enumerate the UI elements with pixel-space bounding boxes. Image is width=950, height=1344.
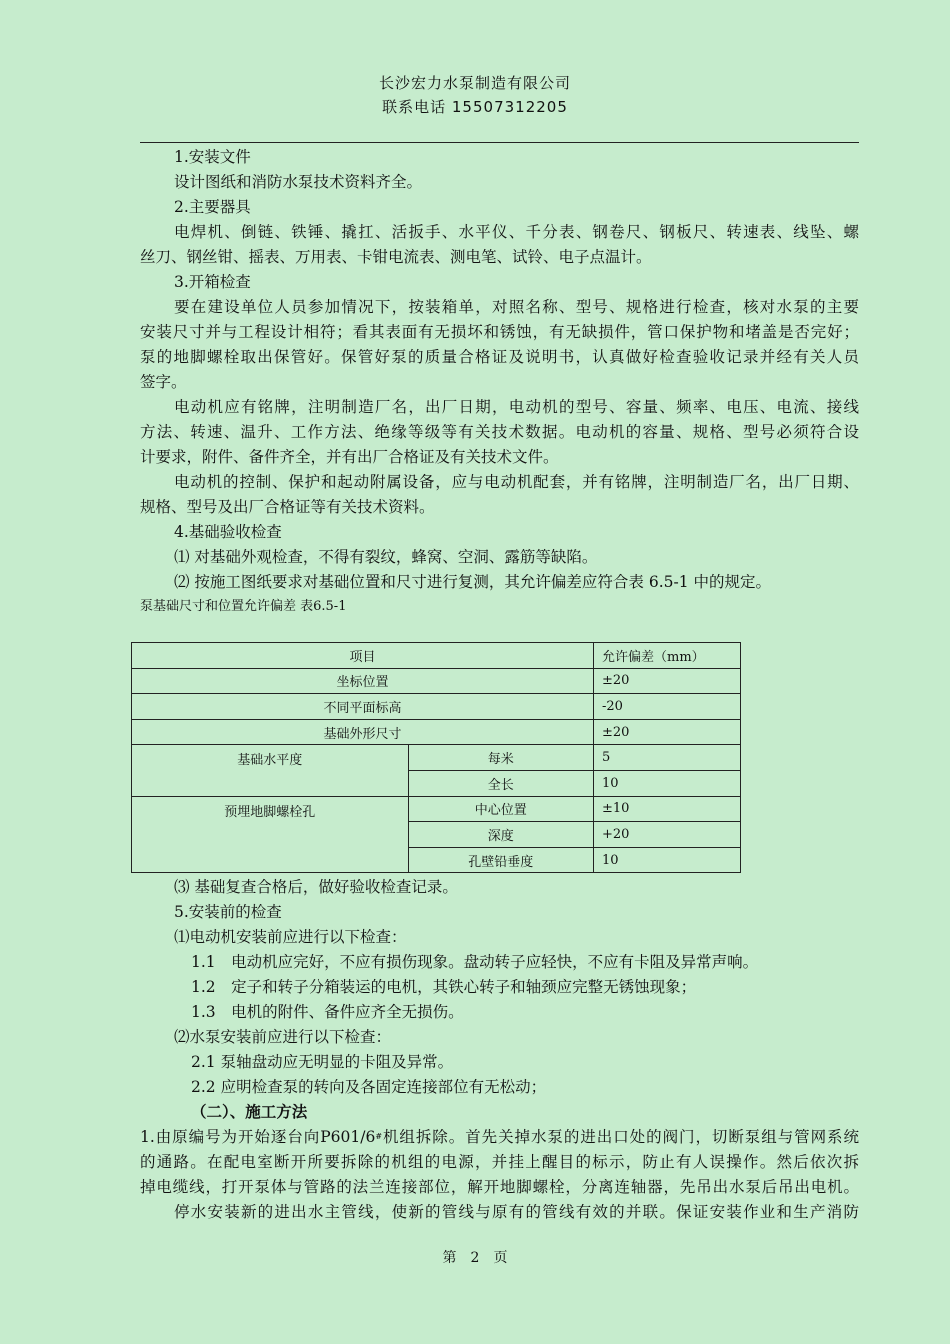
section-heading: （二）、施工方法 [191, 1102, 308, 1121]
table-cell: -20 [594, 694, 741, 720]
paragraph-line: 电动机的控制、保护和起动附属设备，应与电动机配套，并有铭牌，注明制造厂名，出厂日期、 [174, 473, 859, 491]
paragraph-line: 掉电缆线，打开泵体与管路的法兰连接部位，解开地脚螺栓，分离连轴器，先吊出水泵后吊出电机。 [140, 1178, 859, 1196]
paragraph-line: 设计图纸和消防水泵技术资料齐全。 [174, 173, 423, 191]
table-header-cell: 允许偏差（mm） [594, 643, 741, 669]
list-item: ⑵水泵安装前应进行以下检查： [174, 1028, 392, 1046]
table-row [132, 719, 741, 745]
table-caption: 泵基础尺寸和位置允许偏差 表6.5-1 [140, 599, 347, 614]
paragraph-line [140, 1127, 859, 1147]
table-cell: ±20 [594, 668, 741, 694]
list-item: ⑴电动机安装前应进行以下检查： [174, 928, 407, 946]
table-cell: 5 [594, 745, 741, 771]
table-cell: ±10 [594, 796, 741, 822]
superscript-mark: # [375, 1132, 383, 1141]
paragraph-line: 电焊机、倒链、铁锤、撬扛、活扳手、水平仪、千分表、钢卷尺、钢板尺、转速表、线坠、螺 [174, 223, 859, 241]
list-item: 2.1 泵轴盘动应无明显的卡阻及异常。 [191, 1053, 454, 1071]
table-cell: 全长 [408, 770, 593, 796]
paragraph-line: 泵的地脚螺栓取出保管好。保管好泵的质量合格证及说明书，认真做好检查验收记录并经有关人员 [140, 348, 859, 366]
paragraph-text: 1.由原编号为开始逐台向P601/6 [140, 1128, 376, 1146]
table-header-row [132, 643, 741, 669]
table-cell: 孔壁铅垂度 [408, 847, 593, 873]
paragraph-line: 电动机应有铭牌，注明制造厂名，出厂日期，电动机的型号、容量、频率、电压、电流、接线 [174, 398, 859, 416]
table-cell: 坐标位置 [132, 668, 594, 694]
table-row [132, 668, 741, 694]
paragraph-line: 规格、型号及出厂合格证等有关技术资料。 [140, 498, 435, 516]
table-row [132, 694, 741, 720]
paragraph-line: 的通路。在配电室断开所要拆除的机组的电源，并挂上醒目的标示，防止有人误操作。然后依次拆 [140, 1153, 859, 1171]
tolerance-table [131, 642, 741, 873]
paragraph-line: 安装尺寸并与工程设计相符；看其表面有无损坏和锈蚀，有无缺损件，管口保护物和堵盖是否完好； [140, 323, 859, 341]
list-item: 1.2 定子和转子分箱装运的电机，其铁心转子和轴颈应完整无锈蚀现象； [191, 978, 697, 996]
list-item: 1.1 电动机应完好，不应有损伤现象。盘动转子应轻快，不应有卡阻及异常声响。 [191, 953, 759, 971]
table-cell: 10 [594, 770, 741, 796]
table-cell: 深度 [408, 822, 593, 848]
table-cell: 中心位置 [408, 796, 593, 822]
table-cell: 基础外形尺寸 [132, 719, 594, 745]
contact-phone: 联系电话 15507312205 [382, 98, 568, 116]
table-cell: 10 [594, 847, 741, 873]
section-title: 2.主要器具 [174, 198, 251, 216]
table-cell: 不同平面标高 [132, 694, 594, 720]
company-name: 长沙宏力水泵制造有限公司 [378, 74, 571, 92]
paragraph-line: 丝刀、钢丝钳、摇表、万用表、卡钳电流表、测电笔、试铃、电子点温计。 [140, 248, 652, 266]
list-item: ⑶ 基础复查合格后，做好验收检查记录。 [174, 878, 458, 896]
section-title: 1.安装文件 [174, 148, 251, 166]
paragraph-text: 机组拆除。首先关掉水泵的进出口处的阀门，切断泵组与管网系统 [382, 1128, 859, 1146]
paragraph-line: 方法、转速、温升、工作方法、绝缘等级等有关技术数据。电动机的容量、规格、型号必须符合设 [140, 423, 859, 441]
table-header-cell: 项目 [132, 643, 594, 669]
table-row [132, 745, 741, 771]
section-title: 3.开箱检查 [174, 273, 251, 291]
table-row [132, 796, 741, 822]
list-item: ⑴ 对基础外观检查，不得有裂纹，蜂窝、空洞、露筋等缺陷。 [174, 548, 598, 566]
paragraph-line: 计要求，附件、备件齐全，并有出厂合格证及有关技术文件。 [140, 448, 559, 466]
table-cell: +20 [594, 822, 741, 848]
section-title: 5.安装前的检查 [174, 903, 282, 921]
table-cell: ±20 [594, 719, 741, 745]
paragraph-line: 停水安装新的进出水主管线，使新的管线与原有的管线有效的并联。保证安装作业和生产消防 [174, 1203, 859, 1221]
paragraph-line: 要在建设单位人员参加情况下，按装箱单，对照名称、型号、规格进行检查，核对水泵的主要 [174, 298, 859, 316]
list-item: ⑵ 按施工图纸要求对基础位置和尺寸进行复测，其允许偏差应符合表 6.5-1 中的规定。 [174, 573, 772, 591]
section-title: 4.基础验收检查 [174, 523, 282, 541]
paragraph-line: 签字。 [140, 373, 187, 391]
list-item: 2.2 应明检查泵的转向及各固定连接部位有无松动； [191, 1078, 547, 1096]
table-cell: 预埋地脚螺栓孔 [132, 796, 409, 873]
header-divider [140, 142, 859, 143]
table-cell: 基础水平度 [132, 745, 409, 796]
list-item: 1.3 电机的附件、备件应齐全无损伤。 [191, 1003, 464, 1021]
page-number: 第 2 页 [442, 1250, 508, 1266]
table-cell: 每米 [408, 745, 593, 771]
